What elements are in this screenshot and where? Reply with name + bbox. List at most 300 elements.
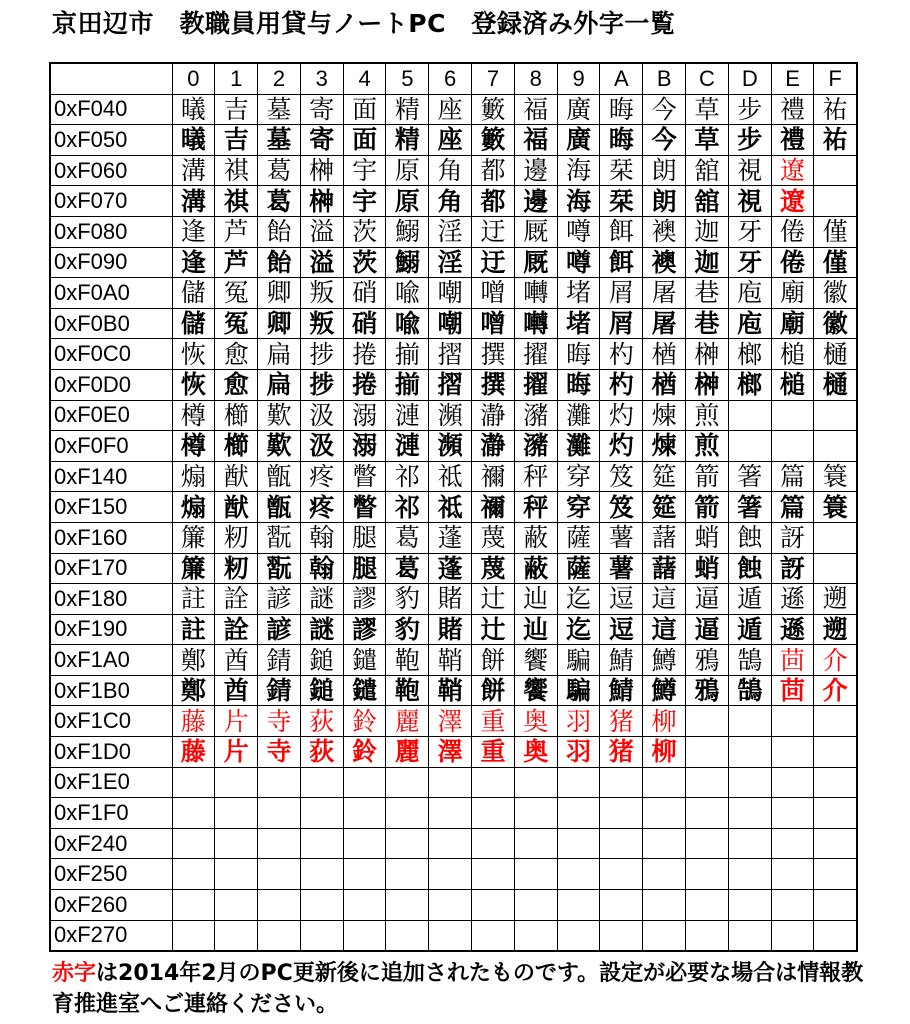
row-code-label: 0xF070 [50,186,172,217]
glyph-cell: 翰 [300,522,343,553]
table-row [50,614,857,645]
glyph-cell: 葛 [386,522,429,553]
glyph-cell: 笈 [600,461,643,492]
glyph-cell: 迄 [557,614,600,645]
glyph-cell: 堵 [557,278,600,309]
glyph-cell: 嘲 [429,308,472,339]
glyph-cell: 箸 [728,461,771,492]
empty-cell [514,920,557,951]
glyph-cell: 諺 [258,614,301,645]
empty-cell [429,920,472,951]
empty-cell [643,890,686,921]
glyph-cell: 鄭 [172,645,215,676]
glyph-cell: 藤 [172,706,215,737]
glyph-cell: 芦 [215,247,258,278]
glyph-cell: 鴉 [686,675,729,706]
table-row [50,920,857,951]
row-code-label: 0xF1E0 [50,767,172,798]
glyph-cell: 茨 [343,216,386,247]
glyph-cell: 篇 [771,492,814,523]
glyph-cell: 羽 [557,737,600,768]
empty-cell [814,798,857,829]
footnote-text: は2014年2月のPC更新後に追加されたものです。設定が必要な場合は情報教育推進室へご連絡ください。 [52,961,864,1017]
empty-cell [771,828,814,859]
empty-cell [172,767,215,798]
empty-cell [386,859,429,890]
glyph-cell: 辿 [514,584,557,615]
glyph-cell: 步 [728,94,771,125]
empty-cell [258,828,301,859]
glyph-cell: 鞘 [429,645,472,676]
glyph-cell: 喩 [386,308,429,339]
table-row [50,431,857,462]
table-row [50,492,857,523]
glyph-cell: 舘 [686,155,729,186]
glyph-cell: 介 [814,675,857,706]
table-row [50,645,857,676]
empty-cell [472,828,515,859]
glyph-cell: 豹 [386,584,429,615]
row-code-label: 0xF0A0 [50,278,172,309]
empty-cell [814,828,857,859]
column-header-e: E [771,63,814,94]
glyph-cell: 灘 [557,431,600,462]
glyph-cell: 杓 [600,369,643,400]
empty-cell [600,859,643,890]
glyph-cell: 屑 [600,308,643,339]
glyph-cell: 祗 [429,461,472,492]
table-row [50,890,857,921]
empty-cell [300,859,343,890]
glyph-cell: 葛 [258,186,301,217]
glyph-cell: 鵠 [728,645,771,676]
glyph-cell: 這 [643,584,686,615]
glyph-cell: 煉 [643,431,686,462]
glyph-cell: 瀕 [429,400,472,431]
empty-cell [557,859,600,890]
empty-cell [172,798,215,829]
empty-cell [429,767,472,798]
empty-cell [600,890,643,921]
glyph-cell: 寺 [258,737,301,768]
column-header-d: D [728,63,771,94]
glyph-cell: 錆 [258,645,301,676]
empty-cell [686,920,729,951]
glyph-cell: 蓬 [429,522,472,553]
glyph-cell: 逼 [686,584,729,615]
glyph-cell: 穿 [557,461,600,492]
glyph-cell: 迂 [472,216,515,247]
empty-cell [215,859,258,890]
glyph-cell: 僅 [814,247,857,278]
glyph-cell: 瀕 [429,431,472,462]
glyph-cell: 諺 [258,584,301,615]
empty-cell [686,737,729,768]
glyph-cell: 寺 [258,706,301,737]
empty-cell [814,553,857,584]
row-code-label: 0xF060 [50,155,172,186]
glyph-cell: 秤 [514,461,557,492]
glyph-cell: 櫛 [215,400,258,431]
empty-cell [215,828,258,859]
glyph-cell: 海 [557,186,600,217]
glyph-cell: 柳 [643,737,686,768]
glyph-cell: 柳 [643,706,686,737]
glyph-cell: 楢 [643,369,686,400]
empty-cell [728,706,771,737]
row-code-label: 0xF0D0 [50,369,172,400]
glyph-cell: 厩 [514,216,557,247]
glyph-cell: 片 [215,737,258,768]
glyph-cell: 榊 [300,186,343,217]
row-code-label: 0xF0E0 [50,400,172,431]
empty-cell [600,798,643,829]
glyph-cell: 藷 [643,522,686,553]
glyph-cell: 薯 [600,522,643,553]
row-code-label: 0xF170 [50,553,172,584]
glyph-cell: 籾 [215,522,258,553]
glyph-cell: 甑 [258,492,301,523]
empty-cell [814,400,857,431]
glyph-cell: 視 [728,155,771,186]
empty-cell [728,828,771,859]
glyph-cell: 舘 [686,186,729,217]
glyph-cell: 蛸 [686,553,729,584]
table-row [50,308,857,339]
table-row [50,859,857,890]
glyph-cell: 鎚 [300,675,343,706]
glyph-cell: 楢 [643,339,686,370]
glyph-cell: 重 [472,737,515,768]
glyph-cell: 詮 [215,584,258,615]
row-code-label: 0xF150 [50,492,172,523]
glyph-cell: 葛 [386,553,429,584]
glyph-cell: 歎 [258,431,301,462]
glyph-cell: 薩 [557,553,600,584]
glyph-cell: 茴 [771,645,814,676]
empty-cell [343,828,386,859]
column-header-a: A [600,63,643,94]
column-header-f: F [814,63,857,94]
glyph-cell: 薯 [600,553,643,584]
table-row [50,94,857,125]
empty-cell [386,798,429,829]
empty-cell [728,798,771,829]
glyph-cell: 擢 [514,369,557,400]
glyph-cell: 鱒 [643,675,686,706]
glyph-cell: 倦 [771,216,814,247]
column-header-5: 5 [386,63,429,94]
glyph-cell: 倦 [771,247,814,278]
glyph-cell: 酋 [215,675,258,706]
glyph-cell: 羽 [557,706,600,737]
glyph-cell: 蝕 [728,553,771,584]
empty-cell [343,767,386,798]
glyph-cell: 櫛 [215,431,258,462]
glyph-cell: 笈 [600,492,643,523]
glyph-cell: 庖 [728,308,771,339]
glyph-cell: 寄 [300,125,343,156]
glyph-cell: 㬢 [172,94,215,125]
empty-cell [643,798,686,829]
glyph-cell: 揃 [386,339,429,370]
glyph-cell: 猪 [600,737,643,768]
glyph-cell: 禰 [472,492,515,523]
row-code-label: 0xF140 [50,461,172,492]
glyph-cell: 厩 [514,247,557,278]
row-code-label: 0xF190 [50,614,172,645]
glyph-cell: 墓 [258,94,301,125]
glyph-cell: 鞄 [386,645,429,676]
glyph-cell: 栞 [600,155,643,186]
footnote-red-word: 赤字 [52,961,97,986]
glyph-cell: 遜 [771,614,814,645]
glyph-cell: 榊 [686,369,729,400]
glyph-cell: 廟 [771,308,814,339]
empty-cell [472,767,515,798]
glyph-cell: 晦 [557,369,600,400]
empty-cell [300,890,343,921]
gaiji-table [49,62,858,952]
glyph-cell: 藤 [172,737,215,768]
glyph-cell: 辻 [472,614,515,645]
column-header-3: 3 [300,63,343,94]
glyph-cell: 逼 [686,614,729,645]
glyph-cell: 餌 [600,247,643,278]
glyph-cell: 謬 [343,584,386,615]
glyph-cell: 摺 [429,369,472,400]
empty-cell [343,859,386,890]
row-code-label: 0xF0F0 [50,431,172,462]
glyph-cell: 鈴 [343,737,386,768]
glyph-cell: 恢 [172,339,215,370]
column-header-0: 0 [172,63,215,94]
glyph-cell: 餅 [472,645,515,676]
empty-cell [771,890,814,921]
glyph-cell: 噂 [557,216,600,247]
glyph-cell: 簑 [814,461,857,492]
empty-cell [429,828,472,859]
glyph-cell: 葛 [258,155,301,186]
glyph-cell: 步 [728,125,771,156]
column-header-4: 4 [343,63,386,94]
glyph-cell: 墓 [258,125,301,156]
glyph-cell: 迂 [472,247,515,278]
empty-cell [343,798,386,829]
glyph-cell: 硝 [343,278,386,309]
glyph-cell: 奥 [514,737,557,768]
glyph-cell: 禰 [472,461,515,492]
glyph-cell: 辿 [514,614,557,645]
glyph-cell: 祁 [386,492,429,523]
glyph-cell: 灼 [600,431,643,462]
table-row [50,339,857,370]
glyph-cell: 謎 [300,584,343,615]
table-row [50,798,857,829]
empty-cell [215,798,258,829]
glyph-cell: 叛 [300,308,343,339]
table-body [50,94,857,951]
empty-cell [771,431,814,462]
glyph-cell: 遼 [771,186,814,217]
glyph-cell: 煉 [643,400,686,431]
empty-cell [386,828,429,859]
column-header-1: 1 [215,63,258,94]
glyph-cell: 腿 [343,553,386,584]
table-row [50,767,857,798]
glyph-cell: 精 [386,94,429,125]
glyph-cell: 廟 [771,278,814,309]
glyph-cell: 鰯 [386,216,429,247]
empty-cell [514,859,557,890]
row-code-label: 0xF0B0 [50,308,172,339]
glyph-cell: 鈴 [343,706,386,737]
glyph-cell: 鯖 [600,645,643,676]
empty-cell [258,798,301,829]
empty-cell [514,828,557,859]
glyph-cell: 錆 [258,675,301,706]
glyph-cell: 籔 [472,94,515,125]
glyph-cell: 僅 [814,216,857,247]
glyph-cell: 蔑 [472,522,515,553]
row-code-label: 0xF0C0 [50,339,172,370]
empty-cell [429,859,472,890]
empty-cell [258,920,301,951]
glyph-cell: 角 [429,186,472,217]
glyph-cell: 瞥 [343,461,386,492]
glyph-cell: 溺 [343,431,386,462]
glyph-cell: 註 [172,584,215,615]
row-code-label: 0xF1B0 [50,675,172,706]
glyph-cell: 翫 [258,522,301,553]
glyph-cell: 疼 [300,461,343,492]
row-code-label: 0xF240 [50,828,172,859]
empty-cell [771,737,814,768]
glyph-cell: 祗 [429,492,472,523]
glyph-cell: 都 [472,155,515,186]
glyph-cell: 遁 [728,614,771,645]
glyph-cell: 卿 [258,308,301,339]
empty-cell [728,767,771,798]
glyph-cell: 堵 [557,308,600,339]
glyph-cell: 辻 [472,584,515,615]
column-header-9: 9 [557,63,600,94]
corner-cell [50,63,172,94]
row-code-label: 0xF1A0 [50,645,172,676]
glyph-cell: 榊 [686,339,729,370]
empty-cell [686,706,729,737]
glyph-cell: 晦 [600,94,643,125]
glyph-cell: 箭 [686,461,729,492]
glyph-cell: 溺 [343,400,386,431]
glyph-cell: 撰 [472,339,515,370]
row-code-label: 0xF1C0 [50,706,172,737]
empty-cell [472,920,515,951]
glyph-cell: 片 [215,706,258,737]
empty-cell [514,767,557,798]
table-row [50,369,857,400]
glyph-cell: 愈 [215,339,258,370]
glyph-cell: 㬢 [172,125,215,156]
glyph-cell: 奥 [514,706,557,737]
glyph-cell: 禮 [771,125,814,156]
empty-cell [643,920,686,951]
glyph-cell: 揃 [386,369,429,400]
glyph-cell: 遡 [814,584,857,615]
empty-cell [557,920,600,951]
glyph-cell: 囀 [514,278,557,309]
table-row [50,584,857,615]
glyph-cell: 屠 [643,308,686,339]
empty-cell [172,859,215,890]
glyph-cell: 訝 [771,553,814,584]
empty-cell [343,890,386,921]
glyph-cell: 祺 [215,155,258,186]
row-code-label: 0xF270 [50,920,172,951]
glyph-cell: 漣 [386,431,429,462]
glyph-cell: 介 [814,645,857,676]
glyph-cell: 筵 [643,461,686,492]
table-row [50,216,857,247]
row-code-label: 0xF080 [50,216,172,247]
glyph-cell: 榔 [728,369,771,400]
glyph-cell: 澤 [429,737,472,768]
glyph-cell: 煽 [172,492,215,523]
glyph-cell: 賭 [429,614,472,645]
empty-cell [172,920,215,951]
column-header-2: 2 [258,63,301,94]
glyph-cell: 遼 [771,155,814,186]
glyph-cell: 鰯 [386,247,429,278]
empty-cell [557,890,600,921]
glyph-cell: 饗 [514,645,557,676]
glyph-cell: 樋 [814,369,857,400]
glyph-cell: 饗 [514,675,557,706]
glyph-cell: 喩 [386,278,429,309]
empty-cell [686,859,729,890]
glyph-cell: 汲 [300,400,343,431]
glyph-cell: 訝 [771,522,814,553]
table-row [50,186,857,217]
glyph-cell: 鴉 [686,645,729,676]
glyph-cell: 杓 [600,339,643,370]
glyph-cell: 荻 [300,706,343,737]
empty-cell [771,798,814,829]
empty-cell [686,890,729,921]
glyph-cell: 鄭 [172,675,215,706]
glyph-cell: 瀞 [472,400,515,431]
glyph-cell: 牙 [728,216,771,247]
glyph-cell: 重 [472,706,515,737]
glyph-cell: 藷 [643,553,686,584]
glyph-cell: 煽 [172,461,215,492]
glyph-cell: 叛 [300,278,343,309]
table-row [50,675,857,706]
table-row [50,400,857,431]
glyph-cell: 邊 [514,186,557,217]
empty-cell [215,890,258,921]
glyph-cell: 原 [386,186,429,217]
glyph-cell: 灘 [557,400,600,431]
glyph-cell: 逗 [600,614,643,645]
glyph-cell: 芦 [215,216,258,247]
empty-cell [343,920,386,951]
glyph-cell: 榔 [728,339,771,370]
glyph-cell: 徽 [814,278,857,309]
glyph-cell: 鞘 [429,675,472,706]
glyph-cell: 面 [343,125,386,156]
glyph-cell: 鯖 [600,675,643,706]
